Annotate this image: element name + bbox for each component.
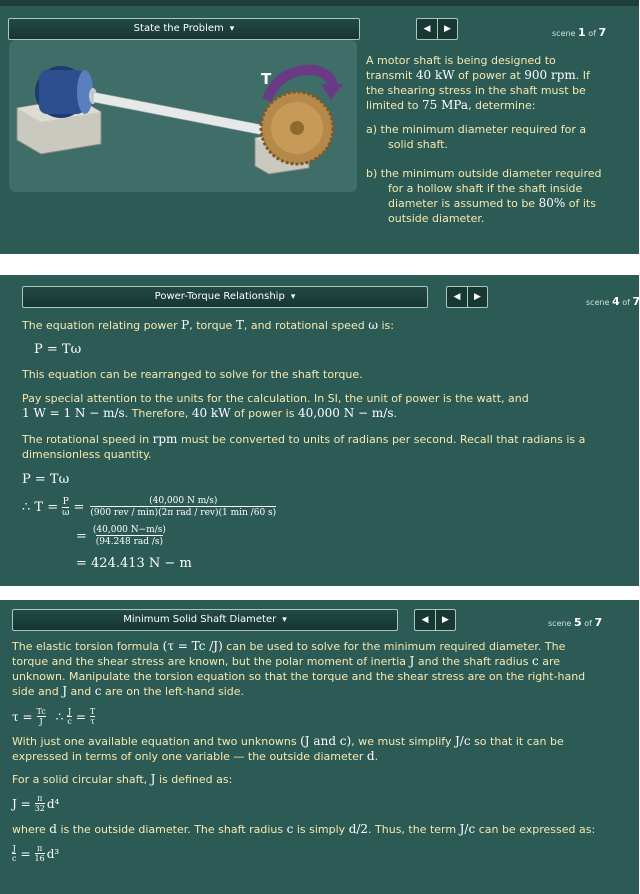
symbol-c: c [286, 822, 294, 836]
scene-total: 7 [632, 295, 640, 308]
power-in-si: 40,000 N − m/s [297, 406, 394, 420]
torsion-rearranged-equation [12, 707, 95, 726]
text-run: With just one available equation and two unknowns [12, 735, 297, 748]
text-run: are [542, 655, 561, 668]
fraction-num: π [37, 794, 43, 803]
torque-arrow-head [321, 84, 343, 100]
prev-scene-button[interactable] [415, 610, 435, 630]
symbol-j: J [62, 684, 68, 698]
equals: = [75, 709, 86, 724]
scene-current: 5 [574, 616, 582, 629]
text-run: where [12, 823, 46, 836]
scene-current: 1 [578, 26, 586, 39]
scene-4-panel [0, 275, 639, 586]
part-a-line-1: a) the minimum diameter required for a [366, 123, 587, 136]
intro-line-2a: transmit [366, 69, 413, 82]
text-run: and [70, 685, 92, 698]
text-run: can be used to solve for the minimum required diameter. The [226, 640, 566, 653]
next-scene-button[interactable] [435, 610, 455, 630]
polar-moment-equation [12, 794, 59, 813]
power-torque-equation: P = Tω [34, 342, 82, 357]
d-fourth: d⁴ [46, 796, 60, 811]
j-over-c: J/c [459, 822, 476, 836]
scene-of: of [622, 298, 630, 307]
fraction-p-omega [62, 497, 69, 518]
scene-of: of [588, 29, 596, 38]
solid-shaft-definition [12, 772, 232, 787]
scene-title: Power-Torque Relationship [154, 291, 285, 302]
fraction-den: c [67, 717, 72, 726]
text-run: dimensionless quantity. [22, 448, 152, 461]
equation-line-3 [76, 525, 166, 547]
chevron-down-icon: ▾ [290, 292, 296, 302]
equals: = [73, 499, 85, 515]
eq-left: J = [12, 796, 31, 811]
rpm-unit: rpm [152, 432, 178, 446]
chevron-right-icon: ▶ [474, 292, 481, 302]
intro-line-4a: limited to [366, 99, 419, 112]
intro-line-3: the shearing stress in the shaft must be [366, 84, 586, 97]
simplify-paragraph [12, 734, 632, 764]
motor-shaft-drawing [9, 40, 357, 192]
text-run: torque and the shear stress are known, but the polar moment of inertia [12, 655, 407, 668]
fraction-den: ω [62, 507, 70, 518]
power-value: 40 kW [415, 68, 455, 82]
equation-line-1: P = Tω [22, 472, 70, 487]
d-over-2: d/2 [348, 822, 369, 836]
text-run: is the outside diameter. The shaft radius [60, 823, 284, 836]
text-run: The rotational speed in [22, 433, 150, 446]
text-run: unknown. Manipulate the torsion equation so that the torque and the shear stress are on the right-hand [12, 670, 586, 683]
part-b-line-1: b) the minimum outside diameter required [366, 167, 602, 180]
eq-left: ∴ T = [22, 499, 59, 515]
fraction-num: J [12, 844, 16, 853]
scene-prefix: scene [552, 29, 576, 38]
text-run: and the shaft radius [417, 655, 529, 668]
percent-value: 80% [538, 196, 566, 210]
next-scene-button[interactable] [437, 19, 457, 39]
equals: = [20, 846, 31, 861]
fraction-den: c [12, 854, 17, 863]
rpm-paragraph [22, 432, 622, 462]
prev-scene-button[interactable] [447, 287, 467, 307]
scene-prefix: scene [548, 619, 572, 628]
scene-prefix: scene [586, 298, 610, 307]
fraction-den: τ [90, 717, 95, 726]
intro-line-2b: of power at [458, 69, 521, 82]
scene-total: 7 [594, 616, 603, 629]
symbol-t: T [235, 318, 244, 332]
torsion-formula: (τ = Tc /J) [162, 639, 223, 653]
text-run: , we must simplify [351, 735, 452, 748]
symbol-d: d [366, 749, 375, 763]
symbol-d: d [49, 822, 57, 836]
prev-scene-button[interactable] [417, 19, 437, 39]
fraction-num: P [62, 496, 69, 507]
chevron-down-icon: ▾ [282, 615, 287, 625]
chevron-left-icon: ◀ [423, 24, 431, 34]
torque-result: = 424.413 N − m [76, 556, 192, 571]
scene-total: 7 [598, 26, 607, 39]
scene-current: 4 [612, 295, 620, 308]
text-run: can be expressed as: [478, 823, 596, 836]
text-run: so that it can be [474, 735, 564, 748]
fraction-den: (900 rev / min)(2π rad / rev)(1 min /60 s) [90, 508, 277, 518]
watt-definition: 1 W = 1 N − m/s [22, 406, 125, 420]
fraction-den: 32 [34, 804, 45, 813]
text-run: . [393, 407, 398, 420]
fraction-torque-calc [90, 496, 276, 518]
fraction-num: T [89, 707, 96, 716]
chevron-left-icon: ◀ [453, 292, 461, 302]
text-run: . Therefore, [124, 407, 189, 420]
text-run: side and [12, 685, 59, 698]
fraction-torque-simplified [93, 525, 166, 547]
units-paragraph [22, 391, 622, 421]
power-value: 40 kW [191, 406, 231, 420]
scene-title-dropdown[interactable] [8, 18, 360, 40]
radius-paragraph [12, 822, 632, 837]
scene-nav [446, 286, 488, 308]
scene-of: of [584, 619, 592, 628]
j-over-c-equation [12, 844, 59, 863]
fraction-den: (94.248 rad /s) [95, 537, 164, 547]
rearrange-note: This equation can be rearranged to solve for the shaft torque. [22, 368, 363, 381]
part-b-line-4: outside diameter. [388, 212, 485, 225]
text-run: of power is [234, 407, 295, 420]
part-b-line-2: for a hollow shaft if the shaft inside [388, 182, 583, 195]
intro-line-2c: . If [575, 69, 590, 82]
equals: = [76, 528, 87, 544]
scene-counter [552, 26, 606, 39]
fraction-j-c [12, 844, 16, 863]
text-run: is defined as: [158, 773, 233, 786]
speed-value: 900 rpm [524, 68, 576, 82]
part-a-line-2: solid shaft. [388, 138, 448, 151]
intro-line-4b: , determine: [468, 99, 536, 112]
text-run: The equation relating power [22, 319, 178, 332]
scene-title: State the Problem [133, 23, 224, 34]
text-run: must be converted to units of radians per second. Recall that radians is a [180, 433, 586, 446]
scene-nav [416, 18, 458, 40]
motor-shaft-illustration [9, 40, 357, 192]
scene-counter [548, 616, 602, 629]
torque-label: T [261, 70, 272, 88]
fraction-pi-16 [35, 844, 45, 863]
chevron-left-icon: ◀ [421, 615, 429, 625]
symbol-c: c [94, 684, 102, 698]
units-line-1: Pay special attention to the units for the calculation. In SI, the unit of power is the watt, and [22, 392, 529, 405]
scene-title: Minimum Solid Shaft Diameter [123, 614, 277, 625]
scene-title-dropdown[interactable] [22, 286, 428, 308]
scene-counter [586, 295, 640, 308]
text-run: is simply [296, 823, 346, 836]
fraction-t-tau [90, 707, 95, 726]
text-run: . Thus, the term [368, 823, 457, 836]
text-run: are on the left-hand side. [104, 685, 244, 698]
fraction-num: Tc [36, 707, 46, 716]
symbol-p: P [181, 318, 190, 332]
scene-1-panel [0, 0, 639, 254]
fraction-den: 16 [34, 854, 45, 863]
power-torque-intro [22, 318, 622, 333]
symbol-omega: ω [368, 318, 378, 332]
text-run: The elastic torsion formula [12, 640, 160, 653]
stress-value: 75 MPa [422, 98, 469, 112]
scene-5-panel [0, 600, 639, 894]
j-over-c: J/c [455, 734, 471, 748]
fraction-num: (40,000 N m/s) [149, 496, 218, 506]
problem-statement [366, 53, 636, 226]
fraction-num: J [67, 707, 72, 716]
chevron-down-icon: ▾ [229, 24, 235, 34]
symbol-j: J [150, 772, 156, 786]
eq-left: τ = [12, 709, 33, 724]
chevron-right-icon: ▶ [444, 24, 451, 34]
text-run: For a solid circular shaft, [12, 773, 148, 786]
fraction-den: J [37, 716, 46, 726]
chevron-right-icon: ▶ [442, 615, 449, 625]
fraction-tc-j [37, 707, 46, 726]
equation-line-2 [22, 496, 276, 518]
part-b-line-3a: diameter is assumed to be [388, 197, 536, 210]
scene-nav [414, 609, 456, 631]
symbol-c: c [532, 654, 539, 668]
torsion-paragraph [12, 639, 632, 699]
symbol-j: J [409, 654, 415, 668]
text-run: , torque [189, 319, 233, 332]
unknowns: (J and c) [300, 734, 352, 748]
text-run: is: [381, 319, 394, 332]
text-run: expressed in terms of only one variable — the outside diameter [12, 750, 364, 763]
fraction-j-c [67, 707, 71, 726]
next-scene-button[interactable] [467, 287, 487, 307]
part-b-line-3b: of its [568, 197, 596, 210]
fraction-pi-32 [35, 794, 45, 813]
fraction-num: (40,000 N−m/s) [92, 525, 166, 535]
text-run: . [374, 750, 379, 763]
intro-line-1: A motor shaft is being designed to [366, 54, 556, 67]
therefore: ∴ [55, 709, 64, 724]
d-cubed: d³ [46, 846, 60, 861]
text-run: , and rotational speed [243, 319, 365, 332]
scene-title-dropdown[interactable] [12, 609, 398, 631]
gear-hub [290, 121, 304, 135]
fraction-num: π [37, 844, 43, 853]
